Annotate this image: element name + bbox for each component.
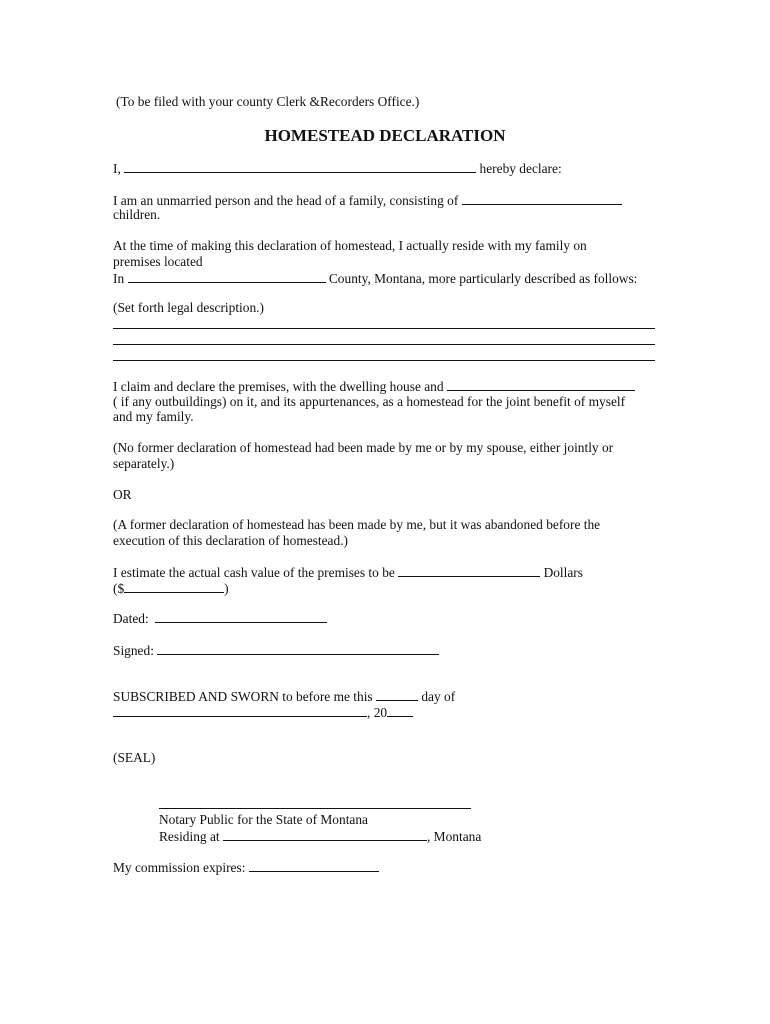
dated-field[interactable]	[155, 610, 327, 623]
year-prefix: , 20	[367, 705, 388, 720]
option-a-line-1: (No former declaration of homestead had been made by me or by my spouse, either jointly or	[113, 440, 614, 455]
option-b-line-1: (A former declaration of homestead has been made by me, but it was abandoned before the	[113, 517, 601, 532]
signed-label: Signed:	[113, 643, 154, 658]
filing-note: (To be filed with your county Clerk &Recorders Office.)	[116, 94, 420, 109]
commission-label: My commission expires:	[113, 860, 246, 875]
residence-line-2: premises located	[113, 254, 203, 269]
county-field[interactable]	[128, 270, 326, 283]
cash-value-words-field[interactable]	[398, 564, 540, 577]
family-text: I am an unmarried person and the head of a family, consisting of	[113, 193, 459, 208]
dated-label: Dated:	[113, 611, 149, 626]
value-line-1	[113, 564, 583, 581]
declarant-name-field[interactable]	[124, 160, 476, 173]
sworn-year-field[interactable]	[387, 704, 413, 717]
legal-description-label: (Set forth legal description.)	[113, 300, 264, 315]
residence-county-text: County, Montana, more particularly described as follows:	[328, 271, 638, 286]
family-line-2: children.	[113, 207, 161, 222]
children-count-field[interactable]	[462, 192, 622, 205]
legal-description-line-2[interactable]	[113, 344, 655, 345]
signature-field[interactable]	[157, 642, 439, 655]
notary-title: Notary Public for the State of Montana	[159, 812, 368, 827]
commission-line	[113, 859, 379, 876]
residence-in-label: In	[113, 271, 125, 286]
subscribed-line-2	[113, 704, 413, 721]
residence-line-3	[113, 270, 637, 287]
value-close-paren: )	[224, 581, 229, 596]
declarant-suffix: hereby declare:	[479, 161, 562, 176]
legal-description-line-3[interactable]	[113, 360, 655, 361]
family-line-1	[113, 192, 622, 209]
value-text: I estimate the actual cash value of the premises to be	[113, 565, 395, 580]
seal-label: (SEAL)	[113, 750, 156, 765]
claim-line-1	[113, 378, 635, 395]
legal-description-line-1[interactable]	[113, 328, 655, 329]
cash-value-amount-field[interactable]	[124, 580, 224, 593]
declarant-line	[113, 160, 562, 177]
document-title: HOMESTEAD DECLARATION	[264, 126, 506, 145]
claim-line-3: and my family.	[113, 409, 194, 424]
residing-state-suffix: , Montana	[426, 829, 482, 844]
option-a-line-2: separately.)	[113, 456, 175, 471]
sworn-day-field[interactable]	[376, 688, 418, 701]
signed-line	[113, 642, 439, 659]
option-b-line-2: execution of this declaration of homestead.)	[113, 533, 348, 548]
subscribed-text: SUBSCRIBED AND SWORN to before me this	[113, 689, 373, 704]
notary-residing-line	[159, 828, 481, 845]
commission-expires-field[interactable]	[249, 859, 379, 872]
residence-line-1: At the time of making this declaration of homestead, I actually reside with my family on	[113, 238, 587, 253]
residing-field[interactable]	[223, 828, 427, 841]
dollars-label: Dollars	[543, 565, 583, 580]
claim-line-2: ( if any outbuildings) on it, and its appurtenances, as a homestead for the joint benefit of myself	[113, 394, 626, 409]
declarant-prefix: I,	[113, 161, 121, 176]
day-of-label: day of	[421, 689, 456, 704]
or-label: OR	[113, 487, 132, 502]
notary-signature-line[interactable]	[159, 808, 471, 809]
sworn-month-field[interactable]	[113, 704, 367, 717]
value-open-paren: ($	[113, 581, 125, 596]
outbuildings-field[interactable]	[447, 378, 635, 391]
subscribed-line-1	[113, 688, 455, 705]
value-line-2	[113, 580, 229, 597]
residing-label: Residing at	[159, 829, 220, 844]
dated-line	[113, 610, 327, 627]
claim-text: I claim and declare the premises, with the dwelling house and	[113, 379, 444, 394]
